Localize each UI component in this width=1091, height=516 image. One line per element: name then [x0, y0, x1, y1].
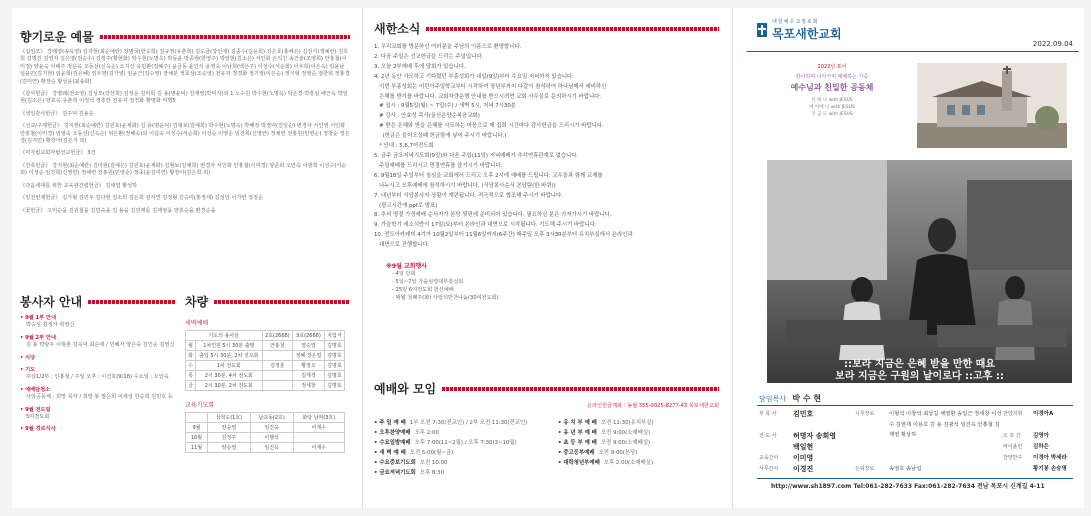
motto-verse: 에 아에 나 with JESUS: [809, 105, 855, 110]
staff-role2: 시무장로: [855, 411, 875, 417]
church-events: [386, 261, 719, 302]
staff-name2: [889, 442, 1003, 453]
car-table-header: 2호(2668): [262, 331, 293, 341]
offering-header: [20, 28, 350, 45]
worship-name: • 주 일 예 배: [374, 420, 406, 427]
offering-divider: [100, 35, 350, 39]
news-header: [374, 20, 719, 37]
staff-role2: 은퇴장로: [855, 466, 875, 472]
car-table-cell: [262, 351, 293, 361]
staff-role: [759, 442, 793, 453]
car-table-cell: 수: [186, 361, 196, 371]
worship-section: [374, 380, 719, 478]
news-item: 나누시고 오후예배에 참석하시기 바랍니다. (식당봉사순서 본당팀(한 바퀴)): [374, 182, 556, 189]
church-name: 목포새한교회: [772, 27, 842, 41]
car-section: [185, 293, 350, 453]
news-item: 3. 오늘 2부예배 후에 당회가 있습니다.: [374, 63, 466, 70]
church-contact: http://www.sh1897.com Tel:061-282-7633 Fax:061-282-7634 전남 목포시 신계길 4-11: [771, 483, 1045, 490]
car-table-cell: 정혜 장은열: [293, 351, 325, 361]
pastor-name: 박 수 현: [792, 394, 822, 403]
worship-time: 오후 7:00(11~2월) / 오후 7:30(3~10월): [414, 440, 517, 447]
edu-table-header: [186, 413, 208, 423]
motto-line2: 예수님과 친밀한 공동체: [790, 83, 874, 92]
service-item-body: 사랑공동체 · 희망 목자 / 희망 봉 발은희 이재성 한승희 김민호 등: [26, 394, 173, 401]
worship-row: [558, 428, 718, 438]
worship-row: [374, 448, 552, 458]
service-divider: [88, 300, 175, 304]
staff-name: 김민호: [793, 410, 814, 418]
offering-title: 향기로운 예물: [20, 30, 94, 44]
news-item: 7. 내년부터 식당봉사자 상황이 개편됩니다. 적극적으로 협조해 주시기 바랍니다.: [374, 192, 563, 199]
staff-role3: 오 르 간: [1003, 433, 1021, 439]
edu-table-cell: 양승열: [208, 423, 251, 433]
events-list: [392, 270, 719, 302]
car-subtitle: 새벽예배: [185, 320, 209, 327]
worship-name: • 새 벽 예 배: [374, 450, 406, 457]
worship-divider: [442, 387, 719, 391]
staff-name2: [889, 453, 1003, 464]
news-item: 5. 금주 금요저녁기도회(9일)와 다음 주일(11일) 저녁예배가 추석연휴관계로 없습니다.: [374, 152, 579, 159]
news-item: # 일시 : 9월5일(월) ~ 7일(수) / 새벽 5시, 저녁 7시30분: [374, 103, 516, 110]
pastor-label: 담임목사: [759, 395, 787, 403]
news-item: 은혜를 받기를 바랍니다. 교회차량운행 안내를 받으시려면 교회 사무실로 문의하시기 바랍니다.: [374, 93, 602, 100]
staff-role3: 찬양반주: [1003, 455, 1023, 461]
offering-group: 《일천번제헌금》 김가형 김민우 김다현 김소희 김은희 김지연 김정형 김승미(홍정세) 김성민 이가빈 정정순: [20, 195, 264, 202]
news-title: 새한소식: [374, 22, 421, 36]
denomination: 대한예수교장로회: [772, 19, 819, 25]
worship-row: [558, 438, 718, 448]
staff-name3: 황기봉 손승명: [1033, 466, 1067, 472]
service-list: [20, 315, 175, 434]
edu-table-cell: 10월: [186, 433, 208, 443]
motto-year: 2022년 표어: [817, 64, 847, 70]
car-table-header: 3호(2666): [293, 331, 325, 341]
motto-line1: 감사하며 나아가며 예배하는 가족: [795, 74, 869, 80]
worship-schedule-left: [374, 418, 552, 478]
edu-table-cell: 11월: [186, 443, 208, 453]
service-item-body: 김 용 박광우 이형춘 김옥덕 최순애 / 민혜자 양은숙 김인순 김영신: [26, 342, 175, 349]
staff-row: [759, 464, 1073, 475]
event-item: - 매월 첫째주(화) 사랑의반찬나눔(30여전도회): [392, 295, 499, 302]
staff-name: 백일현: [793, 443, 814, 451]
worship-title: 예배와 모임: [374, 382, 437, 396]
car-table-header: 지업자: [324, 331, 344, 341]
worship-name: • 수요중보기도회: [374, 460, 416, 467]
staff-role3: [1003, 464, 1033, 475]
edu-table-cell: 어재수: [293, 423, 344, 433]
classroom-photo: [767, 160, 1072, 383]
worship-name: • 대학청년부예배: [558, 460, 600, 467]
offering-group: 《꽃헌금》 고미순을 김원철을 김민숙을 김 용을 김민재를 김재영을 양흥순을 편경순을: [20, 207, 216, 214]
worship-row: [374, 468, 552, 478]
service-item-head: • 기도: [20, 367, 36, 374]
car-table-cell: 1차인원 5시 30분 출발: [196, 341, 262, 351]
worship-time: 오전 10:00: [419, 460, 448, 467]
service-title: 봉사자 안내: [20, 295, 83, 309]
news-item: * 안내 : 5,6,7여전도회: [374, 143, 434, 150]
car-title: 차량: [185, 295, 209, 309]
worship-time: 오후 2:00(소예배실): [603, 460, 654, 467]
worship-name: • 중고등부예배: [558, 450, 595, 457]
staff-role2: [855, 442, 889, 453]
service-item-head: • 9월 1부 안내: [20, 315, 56, 321]
car-table-cell: 김명호: [324, 351, 344, 361]
cross-icon: [757, 23, 767, 37]
worship-name: • 유 치 부 예 배: [558, 420, 597, 427]
edu-table-header: 남교동(2호): [250, 413, 293, 423]
news-item: # 받은 은혜와 받을 은혜를 사모하는 마음으로 매 집회 시간마다 감사헌금을 드리시기 바랍니다.: [374, 123, 604, 130]
church-logo: [757, 18, 842, 42]
offering-group: 《다음세대를 위한 교육관건립헌금》 김태엽 황성하: [20, 182, 138, 189]
staff-role2: [855, 453, 889, 464]
worship-time: 오후 8:30: [419, 470, 445, 477]
edu-table-cell: 어재수: [293, 443, 344, 453]
staff-role3: 바이올린: [1003, 444, 1023, 450]
worship-time: 오전 5:00(월~금): [409, 450, 454, 457]
edu-table-cell: 이행석: [250, 433, 293, 443]
offering-group: 《선교/구제헌금》 강지현(최순예란) 김민호(윤계화) 김 용(명윤덕) 김형보(김예희) 박수현(노명옥) 박혜정 박정덕(김일순) 변경자 서인영 서인화 안홍철(이미경) 임영숙 오동선(신옥순) 위은환(정혜숙)외 이길숙 이성수(서순희) 이성순 이영순 임진희(신영란) 정채련 전홍원(민영순) 정창순 정은경(김지민) 황장아(김은지 외): [20, 123, 350, 145]
edu-table-cell: 양승열: [208, 443, 251, 453]
edu-table-cell: 임진옥: [250, 423, 293, 433]
offering-group: 《생일감사헌금》 김주덕 김용운: [20, 110, 94, 117]
car-table-cell: 2시 30분, 2차 전도회: [196, 381, 262, 391]
staff-role: 교육간사: [759, 455, 779, 461]
edu-table-cell: 김정주: [208, 433, 251, 443]
worship-schedule-right: [558, 418, 718, 478]
staff-divider: [757, 405, 1073, 406]
column-divider: [732, 8, 733, 508]
staff-role2: [855, 431, 889, 442]
car-table-cell: 김명호: [324, 371, 344, 381]
service-header: [20, 293, 175, 310]
event-item: - 25일 6여전도회 헌신예배: [392, 287, 454, 294]
staff-name3: 김영아: [1033, 433, 1049, 439]
car-table-cell: 김명호: [324, 361, 344, 371]
edu-table-header: 삼척도(1호): [208, 413, 251, 423]
service-item-head: • 식당: [20, 354, 36, 361]
staff-role3: 찬양지휘: [1003, 411, 1023, 417]
offering-group: 《감사헌금》 강명래(전소영) 김성모(강선희) 김정운 김미희 김 용(명윤덕) 김재영(박미자)외 1 노수원 박수현(노명옥) 박은경 박흥심 배근옥 박일현(김소은) 양효옥 유춘희 이정석 정흥란 전유지 정정화 황명화 익명5: [20, 91, 348, 105]
photo-caption-line1: ::보라 지금은 은혜 받을 만한 때요: [844, 359, 995, 370]
news-item: (광고시간에 ppt로 발표): [374, 202, 438, 209]
car-table-cell: 금: [186, 381, 196, 391]
worship-row: [558, 448, 718, 458]
car-table-cell: 김명호: [324, 341, 344, 351]
worship-row: [374, 428, 552, 438]
service-item-body: 박승심 김정자 곽영신: [26, 322, 75, 329]
worship-row: [374, 418, 552, 428]
car-table-cell: 목: [186, 371, 196, 381]
middle-column: [374, 8, 719, 508]
footer-divider: [757, 478, 1073, 479]
staff-name: 허명자 송희영: [793, 432, 837, 440]
offering-group: 《십일조》 강래영(송옥영) 김지현(최순예란) 강명국(한승희) 김규영(유춘희) 김도금(강인애) 김종수(김윤희) 김은호(홍혜은) 김상지(생예란) 김호희 김명진 김영자 김은영(전승수) 김정주(황현화) 박수현(노명옥) 박동윤 박종현(한영주) 박일현(김소은) 서인화 손석진 송건술(조영희) 안홍철(이미경) 양윤숙 이해주 정운옥 오동선(신옥순) 오지선 유민환(정혜주) 윤금동 윤인식 윤영숙 이남희(백은주) 이성수(서순희) 이우희(이은옥) 임윤남 임윤민(김지현) 임윤희(김은혜) 임우영(김가영) 임윤근(김수영) 장채분 정효상(조순영) 전유지 정경화 정기영(이은순) 정시형 정영순 정한희 정홍경(김미연) 황장순 황상윤(최송화): [20, 49, 350, 85]
worship-time: 1부 오전 7:30(전교인) / 2부 오전 11:30(전교인): [409, 420, 528, 427]
news-item: 10. 전도아카데미 4기가 10월2일부터 11월6일까지(6주간) 매주일 오후 3시30분부터 유치부실에서 온라인과: [374, 232, 633, 239]
car-table-cell: [262, 371, 293, 381]
news-item: 2. 다음 주일은 선교헌금을 드리는 주일입니다.: [374, 53, 484, 60]
photo-caption: [767, 359, 1072, 383]
news-item: 1. 우리교회를 방문하신 여러분을 주님의 이름으로 환영합니다.: [374, 44, 522, 50]
car-table-cell: 출입 5시 30분, 2차 전도회: [196, 351, 262, 361]
news-item: 주일예배를 드리시고 명절연휴를 즐기시기 바랍니다.: [374, 162, 503, 169]
service-item-head: • 예배담청소: [20, 386, 51, 393]
staff-row: [759, 453, 1073, 464]
service-item-head: • 9월 전도팀: [20, 406, 51, 413]
events-heading: ※9월 교회행사: [386, 263, 428, 271]
worship-row: [374, 458, 552, 468]
news-item: 4. 2년 동안 사모하고 기다렸던 부흥성회가 내일(9일)부터 수요일 저녁까지 있습니다.: [374, 73, 574, 80]
service-item-body: 주일1/2부 : 인홍철 / 주일 오후 : 이건호(9/18) 수요일 : 오인숙: [26, 374, 169, 381]
staff-name2: 이형석 이창석 최상길 채영환 송일근 정세창 이성수 김현재 이용호 김 용 김광석 임진옥 안홍철 김재영 황상하: [889, 411, 1002, 438]
staff-name: 이경진: [793, 465, 814, 473]
online-account: 온라인헌금계좌 : 농협 355-0025-8277-43 목포새한교회: [586, 403, 719, 409]
edu-table-cell: 임진옥: [250, 443, 293, 453]
worship-row: [558, 418, 718, 428]
pastor-row: [759, 393, 821, 404]
news-item: (헌금은 들어오실때 헌금함에 넣어 주시기 바랍니다.): [374, 133, 507, 140]
edu-table-header: 화탕 남역(3호): [293, 413, 344, 423]
news-item: 8. 추석 명절 가정예배 순서지가 본당 뒷편에 준비되어 있습니다. 필요하신 분은 가져가시기 바랍니다.: [374, 212, 612, 219]
car-table-cell: 김정훈: [262, 361, 293, 371]
event-item: - 4일 당회: [392, 271, 416, 278]
edu-table-cell: 9월: [186, 423, 208, 433]
car-table-cell: 화: [186, 351, 196, 361]
car-table-cell: 양승열: [293, 341, 325, 351]
staff-row: [759, 431, 1073, 442]
car-table-cell: 2시 30분, 4차 전도회: [196, 371, 262, 381]
news-item: # 강사 : 안효성 목사(울산은양순복음교회): [374, 113, 480, 120]
car-table-cell: 김명호: [324, 381, 344, 391]
staff-role: 사무간사: [759, 466, 779, 472]
staff-name2: [889, 431, 1003, 442]
left-column: [20, 8, 350, 508]
worship-name: • 금요저녁기도회: [374, 470, 416, 477]
staff-name2: 송영호 송남섭: [889, 466, 922, 472]
car-table-header: 기도의 용사들: [186, 331, 263, 341]
offering-group: 《미자립교회자립선교헌금》 3건: [20, 150, 96, 157]
car-table: [185, 330, 345, 391]
worship-name: • 수요일밤예배: [374, 440, 411, 447]
service-section: [20, 293, 175, 434]
service-item-head: • 9월 2부 안내: [20, 334, 56, 341]
car-table-cell: 정세창: [293, 381, 325, 391]
staff-name3: 이경아A: [1033, 411, 1054, 417]
staff-name3: 이경아 박세라: [1033, 455, 1067, 461]
staff-row: [759, 442, 1073, 453]
bulletin-page: [12, 8, 1084, 508]
service-item-body: 5여전도회: [26, 414, 50, 421]
column-divider: [362, 8, 363, 508]
worship-name: • 초 등 부 예 배: [558, 440, 597, 447]
worship-time: 오후 2:00: [414, 430, 439, 437]
staff-role: 부 목 사: [759, 411, 777, 417]
staff-table: [759, 409, 1073, 475]
staff-role: 전 도 사: [759, 433, 777, 439]
offering-list: [20, 49, 350, 215]
news-item: 이번 부흥성회는 어린이주일학교부터 시작하여 장년부까지 다같이 참석하여 하나님께서 예비하신: [374, 83, 607, 90]
news-item: 9. 가을학기 세소식반이 17일(토)부터 온라인과 대면으로 시작됩니다. 기도해 주시기 바랍니다.: [374, 222, 597, 229]
news-item: 대면으로 진행합니다.: [374, 242, 430, 249]
edu-prayer-table: [185, 412, 345, 453]
car-table-cell: 월: [186, 341, 196, 351]
photo-caption-line2: 보라 지금은 구원의 날이로다 ::고후 ::: [835, 371, 1004, 382]
service-item-head: • 9월 경로식사: [20, 426, 56, 433]
news-item: 6. 9월18일 주일부터 칭심을 교회에서 드리고 오후 2시에 예배를 드립니다. 교우들과 함께 교제를: [374, 172, 603, 179]
worship-time: 오전 9:00(소예배실): [600, 430, 651, 437]
worship-time: 오전 11:30(유치부실): [600, 420, 654, 427]
header-divider: [747, 51, 1079, 52]
worship-name: • 오후찬양예배: [374, 430, 411, 437]
edu-prayer-title: 교육기도회: [185, 402, 214, 409]
worship-row: [374, 438, 552, 448]
worship-name: • 유 년 부 예 배: [558, 430, 597, 437]
worship-row: [558, 458, 718, 468]
motto-verses: [757, 97, 907, 118]
offering-group: 《건축헌금》 강지현(최순예란) 김미현(김예은) 김민호(윤계화) 김형보(김예희) 변경자 서인화 안홍철(이미경) 양준희 오만숙 이광희 이성수(서순희) 이성순 임진희(신영란) 정채련 전홍원(민영순) 정종(윤김미연) 황장아(김은희 외): [20, 162, 347, 177]
car-table-cell: 안홍철: [262, 341, 293, 351]
motto-verse: 지 금 도 with JESUS: [811, 112, 853, 117]
worship-time: 오전 9:00(소예배실): [600, 440, 651, 447]
bulletin-date: 2022.09.04: [1032, 40, 1073, 48]
car-divider: [214, 300, 350, 304]
church-building-image: [917, 63, 1067, 148]
edu-table-cell: [293, 433, 344, 443]
car-header: [185, 293, 350, 310]
car-table-cell: [262, 381, 293, 391]
car-table-cell: 황정오: [293, 361, 325, 371]
motto-verse: 선 에 나 with JESUS: [811, 98, 853, 103]
car-table-cell: 1차 전도회: [196, 361, 262, 371]
worship-time: 오전 9:00(본당): [598, 450, 638, 457]
right-column: [747, 8, 1079, 508]
car-table-cell: 김재경: [293, 371, 325, 381]
news-divider: [426, 27, 719, 31]
news-list: [374, 43, 719, 251]
event-item: - 5일~7일 가을심령대부흥성회: [392, 279, 464, 286]
motto-banner: [757, 63, 1067, 148]
staff-name3: 김하은: [1033, 444, 1049, 450]
worship-header: [374, 380, 719, 397]
worship-schedule: [374, 418, 719, 478]
staff-name: 이미영: [793, 454, 814, 462]
